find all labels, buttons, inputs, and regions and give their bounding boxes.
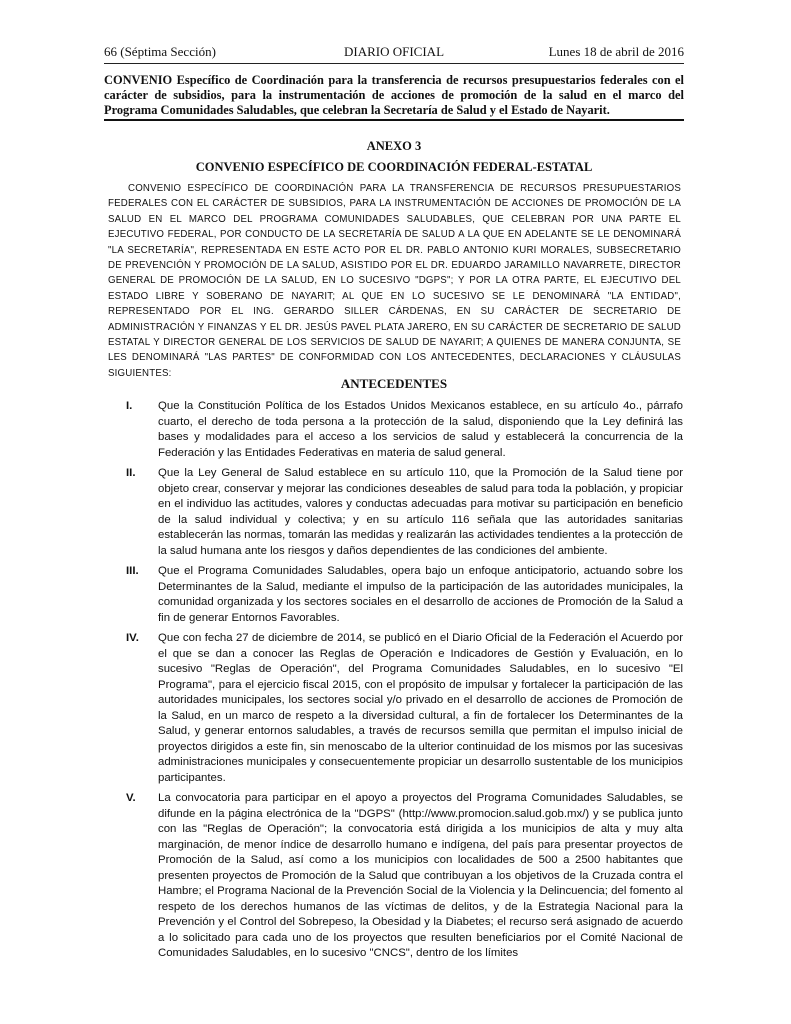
annex-title: ANEXO 3 — [366, 139, 422, 153]
antecedente-text: La convocatoria para participar en el apoyo a proyectos del Programa Comunidades Saludables, se difunde en la página electrónica de la "DGPS" (http://www.promocion.salud.gob.mx/) y se publica junto con las "Reglas de Operación"; la convocatoria está dirigida a los municipios de alta y muy alta marginación, de menor índice de desarrollo humano e indígena, del país para presentar proyectos de Promoción de la Salud, así como a los municipios con localidades de 500 a 2500 habitantes que presenten proyectos de Promoción de la Salud que contribuyan a los objetivos de la Cruzada contra el Hambre; el Programa Nacional de la Prevención Social de la Violencia y la Delincuencia; del fomento al respeto de los derechos humanos de las víctimas de delitos, y de la Estrategia Nacional para la Prevención y el Control del Sobrepeso, la Obesidad y la Diabetes; el recurso será asignado de acuerdo a lo solicitado para cada uno de los proyectos que resulten beneficiarios por el Comité Nacional de Comunidades Saludables, en lo sucesivo "CNCS", dentro de los límites — [158, 792, 683, 959]
antecedente-text: Que el Programa Comunidades Saludables, opera bajo un enfoque anticipatorio, actuando sobre los Determinantes de la Salud, mediante el impulso de la participación de las autoridades municipales, la comunidad organizada y los sectores sociales en el desarrollo de acciones de Promoción de la Salud a fin de generar Entornos Favorables. — [158, 565, 683, 624]
antecedente-number: IV. — [126, 632, 139, 644]
antecedente-number: I. — [126, 400, 133, 412]
antecedente-number: II. — [126, 467, 136, 479]
antecedente-text: Que la Constitución Política de los Estados Unidos Mexicanos establece, en su artículo 4o., párrafo cuarto, el derecho de toda persona a la protección de la salud, disponiendo que la Ley definirá las bases y modalidades para el acceso a los servicios de salud y establecerá la concurrencia de la Federación y las Entidades Federativas en materia de salud general. — [158, 400, 683, 459]
antecedente-text: Que la Ley General de Salud establece en su artículo 110, que la Promoción de la Salud tiene por objeto crear, conservar y mejorar las condiciones deseables de salud para toda la población, y propiciar en el individuo las actitudes, valores y conductas adecuadas para motivar su participación en beneficio de la salud individual y colectiva; y en su artículo 116 señala que las autoridades sanitarias establecerán las normas, tomarán las medidas y realizarán las actividades tendientes a la protección de la salud humana ante los riesgos y daños dependientes de las condiciones del ambiente. — [158, 467, 683, 557]
page-section: 66 (Séptima Sección) — [104, 44, 216, 59]
antecedente-number: III. — [126, 565, 139, 577]
antecedente-text: Que con fecha 27 de diciembre de 2014, se publicó en el Diario Oficial de la Federación el Acuerdo por el que se dan a conocer las Reglas de Operación e Indicadores de Gestión y Evaluación, en lo sucesivo "Reglas de Operación", del Programa Comunidades Saludables, en lo sucesivo "El Programa", para el ejercicio fiscal 2015, con el propósito de impulsar y fortalecer la participación de las autoridades municipales, los sectores social y/o privado en el desarrollo de acciones de Promoción de la Salud, en un marco de respeto a la diversidad cultural, a fin de fortalecer los Determinantes de la Salud, y generar entornos saludables, a través de recursos semilla que permitan el impulso inicial de proyectos dirigidos a este fin, sin menoscabo de la ulterior continuidad de los mismos por las sucesivas administraciones municipales y consecuentemente propiciar un desarrollo sustentable de los municipios participantes. — [158, 632, 683, 784]
document-heading: CONVENIO Específico de Coordinación para la transferencia de recursos presupuestarios federales con el carácter de subsidios, para la instrumentación de acciones de promoción de la salud en el marco del Programa Comunidades Saludables, que celebran la Secretaría de Salud y el Estado de Nayarit. — [104, 73, 684, 117]
antecedentes-list — [104, 399, 684, 967]
heading-divider — [104, 119, 684, 121]
preamble-paragraph: CONVENIO ESPECÍFICO DE COORDINACIÓN PARA LA TRANSFERENCIA DE RECURSOS PRESUPUESTARIOS FEDERALES CON EL CARÁCTER DE SUBSIDIOS, PARA LA INSTRUMENTACIÓN DE ACCIONES DE PROMOCIÓN DE LA SALUD EN EL MARCO DEL PROGRAMA COMUNIDADES SALUDABLES, QUE CELEBRAN POR UNA PARTE EL EJECUTIVO FEDERAL, POR CONDUCTO DE LA SECRETARÍA DE SALUD A LA QUE EN ADELANTE SE LE DENOMINARÁ "LA SECRETARÍA", REPRESENTADA EN ESTE ACTO POR EL DR. PABLO ANTONIO KURI MORALES, SUBSECRETARIO DE PREVENCIÓN Y PROMOCIÓN DE LA SALUD, ASISTIDO POR EL DR. EDUARDO JARAMILLO NAVARRETE, DIRECTOR GENERAL DE PROMOCIÓN DE LA SALUD, EN LO SUCESIVO "DGPS"; Y POR LA OTRA PARTE, EL EJECUTIVO DEL ESTADO LIBRE Y SOBERANO DE NAYARIT; AL QUE EN LO SUCESIVO SE LE DENOMINARÁ "LA ENTIDAD", REPRESENTADO POR EL ING. GERARDO SILLER CÁRDENAS, EN SU CARÁCTER DE SECRETARIO DE ADMINISTRACIÓN Y FINANZAS Y EL DR. JESÚS PAVEL PLATA JARERO, EN SU CARÁCTER DE SECRETARIO DE SALUD ESTATAL Y DIRECTOR GENERAL DE LOS SERVICIOS DE SALUD DE NAYARIT; A QUIENES DE MANERA CONJUNTA, SE LES DENOMINARÁ "LAS PARTES" DE CONFORMIDAD CON LOS ANTECEDENTES, DECLARACIONES Y CLÁUSULAS SIGUIENTES: — [108, 183, 681, 379]
antecedente-item — [104, 631, 684, 786]
antecedente-item — [104, 791, 684, 962]
antecedente-item — [104, 399, 684, 461]
antecedente-item — [104, 466, 684, 559]
antecedentes-heading: ANTECEDENTES — [340, 376, 448, 391]
antecedente-item — [104, 564, 684, 626]
publication-name: DIARIO OFICIAL — [343, 44, 445, 59]
publication-date: Lunes 18 de abril de 2016 — [548, 44, 684, 59]
antecedente-number: V. — [126, 792, 136, 804]
header-divider — [104, 63, 684, 64]
convenio-title: CONVENIO ESPECÍFICO DE COORDINACIÓN FEDERAL-ESTATAL — [195, 160, 593, 174]
